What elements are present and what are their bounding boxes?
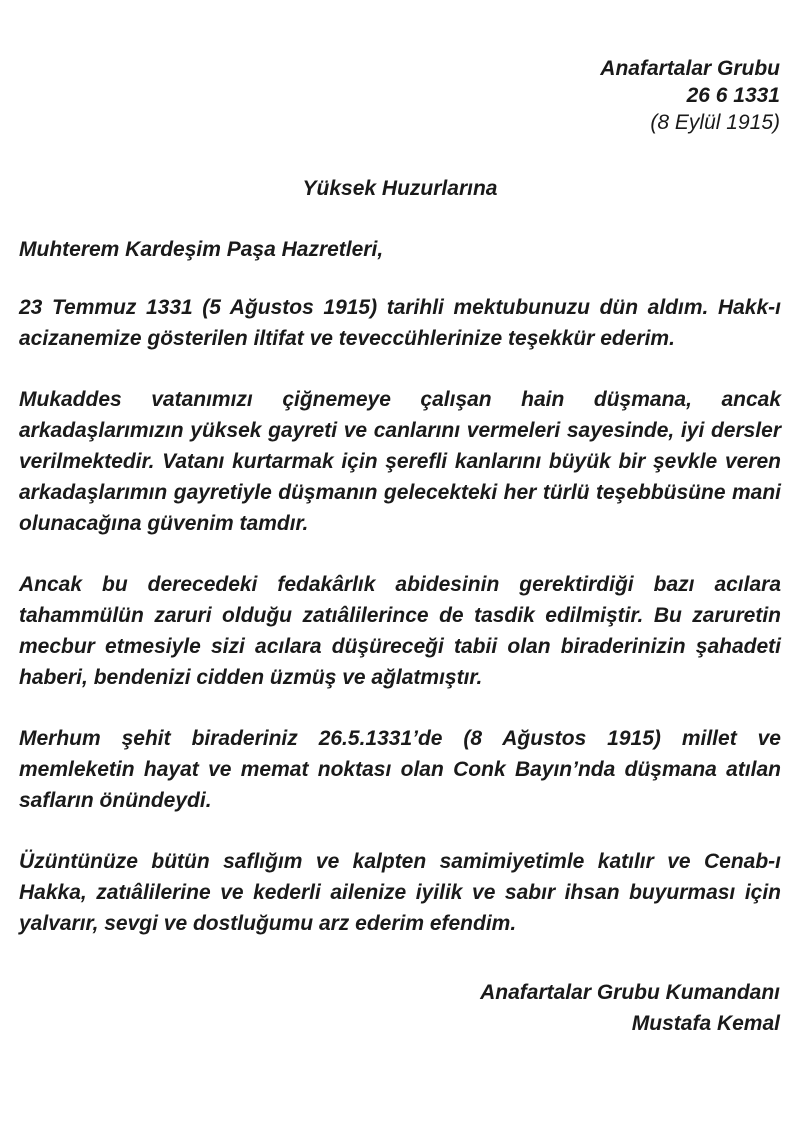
paragraph-2: Mukaddes vatanımızı çiğnemeye çalışan hain düşmana, ancak arkadaşlarımızın yüksek gayreti ve canlarını vermeleri sayesinde, iyi dersler verilmektedir. Vatanı kurtarmak için şerefli kanlarını büyük bir şevkle veren arkadaşlarımın gayretiyle düşmanın gelecekteki her türlü teşebbüsüne mani olunacağına güvenim tamdır. bbox=[19, 388, 781, 535]
date-rumi: 26 6 1331 bbox=[686, 84, 780, 107]
sender-unit: Anafartalar Grubu bbox=[600, 57, 780, 80]
salutation-title: Yüksek Huzurlarına bbox=[302, 177, 498, 200]
paragraph-5: Üzüntünüze bütün saflığım ve kalpten samimiyetimle katılır ve Cenab-ı Hakka, zatıâlilerine ve kederli ailenize iyilik ve sabır ihsan buyurması için yalvarır, sevgi ve dostluğumu arz ederim efendim. bbox=[19, 850, 781, 935]
date-gregorian: (8 Eylül 1915) bbox=[650, 111, 780, 134]
signature-title: Anafartalar Grubu Kumandanı bbox=[480, 981, 780, 1004]
paragraph-1: 23 Temmuz 1331 (5 Ağustos 1915) tarihli mektubunuzu dün aldım. Hakk-ı acizanemize gösterilen iltifat ve teveccühlerinize teşekkür ederim. bbox=[19, 296, 781, 350]
letter-body bbox=[19, 292, 781, 969]
paragraph-4: Merhum şehit biraderiniz 26.5.1331’de (8 Ağustos 1915) millet ve memleketin hayat ve memat noktası olan Conk Bayın’nda düşmana atılan safların önündeydi. bbox=[19, 727, 781, 812]
letter-header bbox=[600, 55, 780, 136]
signature-name: Mustafa Kemal bbox=[631, 1012, 780, 1035]
signature-block bbox=[480, 977, 780, 1039]
paragraph-3: Ancak bu derecedeki fedakârlık abidesinin gerektirdiği bazı acılara tahammülün zaruri olduğu zatıâlilerince de tasdik edilmiştir. Bu zaruretin mecbur etmesiyle sizi acılara düşüreceği tabii olan biraderinizin şahadeti haberi, bendenizi cidden üzmüş ve ağlatmıştır. bbox=[19, 573, 781, 689]
greeting: Muhterem Kardeşim Paşa Hazretleri, bbox=[19, 238, 384, 261]
